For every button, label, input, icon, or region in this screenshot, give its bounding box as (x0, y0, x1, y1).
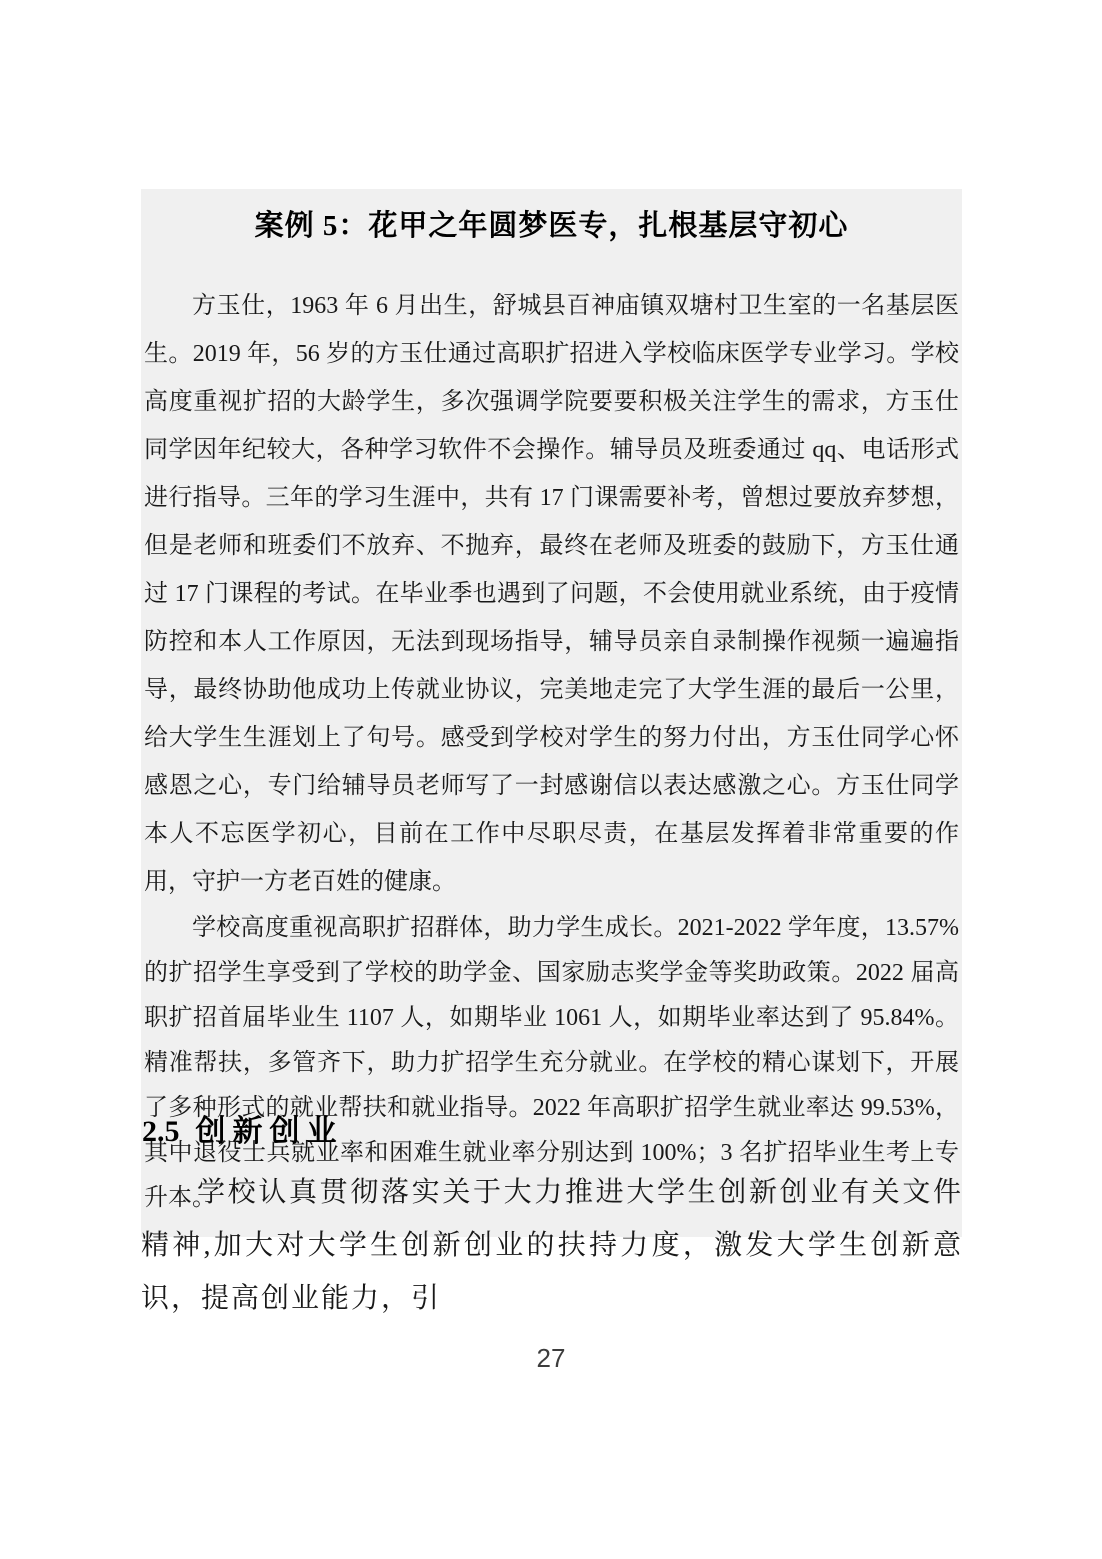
page-number: 27 (536, 1343, 566, 1373)
section-heading-title: 创新创业 (195, 1115, 344, 1148)
section-paragraph: 学校认真贯彻落实关于大力推进大学生创新创业有关文件精神,加大对大学生创新创业的扶持力度，激发大学生创新意识，提高创业能力，引 (141, 1177, 963, 1314)
section-heading-number: 2.5 (142, 1115, 180, 1148)
case-study-paragraph-2: 学校高度重视高职扩招群体，助力学生成长。2021-2022 学年度，13.57%的扩招学生享受到了学校的助学金、国家励志奖学金等奖助政策。2022 届高职扩招首届毕业生 1107 人，如期毕业 1061 人，如期毕业率达到了 95.84%。精准帮扶，多管齐下，助力扩招学生充分就业。在学校的精心谋划下，开展了多种形式的就业帮扶和就业指导。2022 年高职扩招学生就业率达 99.53%，其中退役士兵就业率和困难生就业率分别达到 100%；3 名扩招毕业生考上专升本。 (144, 915, 959, 1211)
case-study-title: 案例 5：花甲之年圆梦医专，扎根基层守初心 (254, 210, 849, 242)
case-study-highlight-box (141, 189, 962, 1237)
case-study-paragraph-1: 方玉仕，1963 年 6 月出生，舒城县百神庙镇双塘村卫生室的一名基层医生。2019 年，56 岁的方玉仕通过高职扩招进入学校临床医学专业学习。学校高度重视扩招的大龄学生，多次强调学院要要积极关注学生的需求，方玉仕同学因年纪较大，各种学习软件不会操作。辅导员及班委通过 qq、电话形式进行指导。三年的学习生涯中，共有 17 门课需要补考，曾想过要放弃梦想，但是老师和班委们不放弃、不抛弃，最终在老师及班委的鼓励下，方玉仕通过 17 门课程的考试。在毕业季也遇到了问题，不会使用就业系统，由于疫情防控和本人工作原因，无法到现场指导，辅导员亲自录制操作视频一遍遍指导，最终协助他成功上传就业协议，完美地走完了大学生涯的最后一公里，给大学生生涯划上了句号。感受到学校对学生的努力付出，方玉仕同学心怀感恩之心，专门给辅导员老师写了一封感谢信以表达感激之心。方玉仕同学本人不忘医学初心，目前在工作中尽职尽责，在基层发挥着非常重要的作用，守护一方老百姓的健康。 (144, 293, 959, 895)
section-heading (142, 1106, 344, 1150)
